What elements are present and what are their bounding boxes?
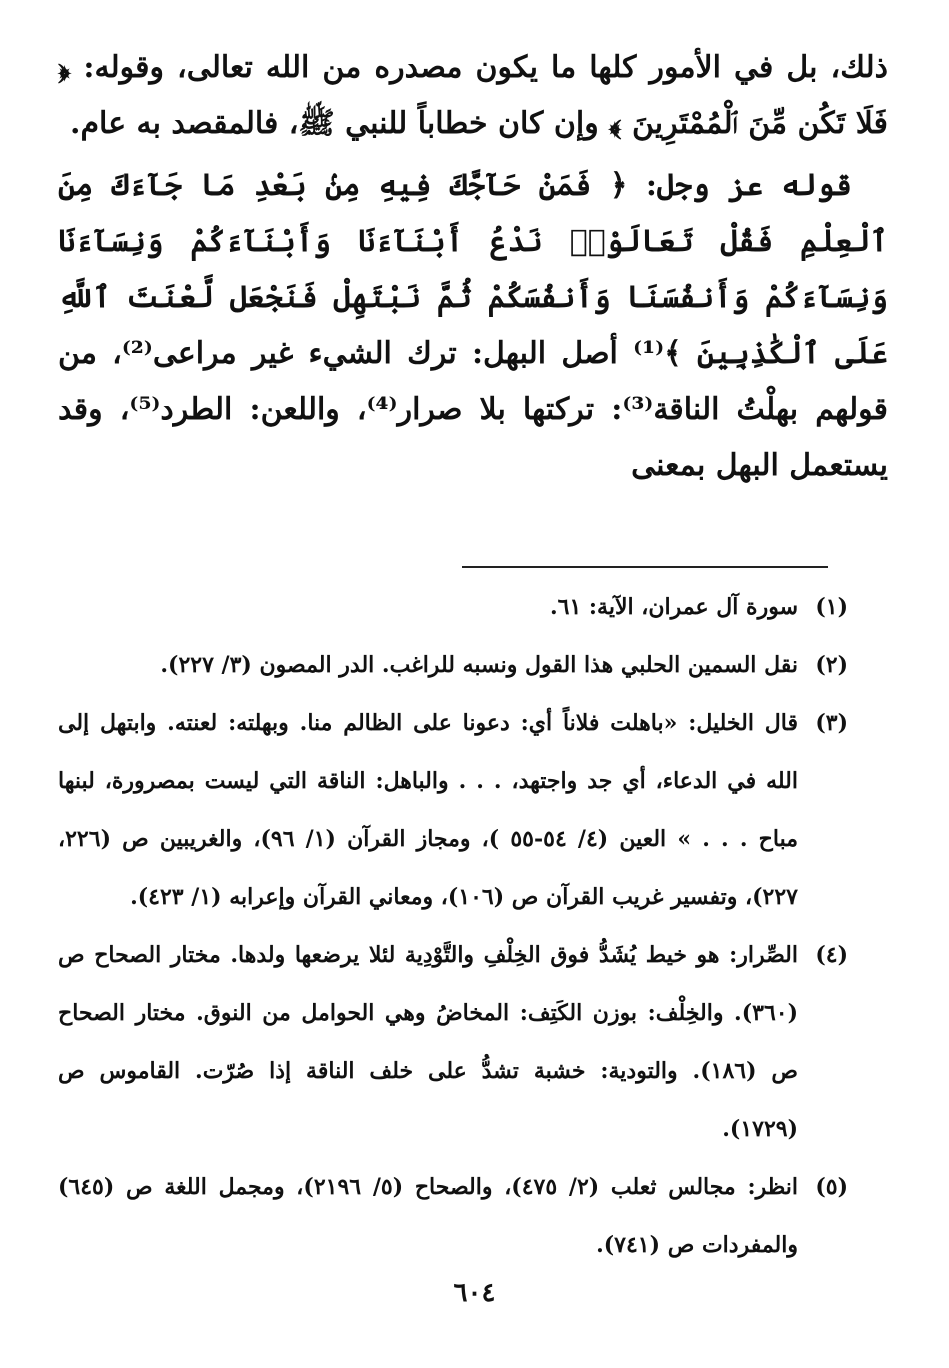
footnote-text: قال الخليل: «باهلت فلاناً أي: دعونا على الظالم منا. وبهلته: لعنته. وابتهل إلى الله في الدعاء، أي جد واجتهد، . . . والباهل: الناقة التي ليست بمصرورة، لبنها مباح . . . » العين (٤/ ٥٤-٥٥ )، ومجاز القرآن (١/ ٩٦)، والغريبين ص (٢٢٦، ٢٢٧)، وتفسير غريب القرآن ص (١٠٦)، ومعاني القرآن وإعرابه (١/ ٤٢٣). [58, 710, 798, 910]
footnote-number: (٣) [815, 710, 848, 736]
footnotes [58, 578, 848, 1274]
footnote-number: (١) [815, 594, 848, 620]
footnote-text: سورة آل عمران، الآية: ٦١. [549, 594, 798, 620]
footnote-number: (٤) [815, 942, 848, 968]
footnote-text: الصِّرار: هو خيط يُشَدُّ فوق الخِلْفِ والتَّوْدِية لئلا يرضعها ولدها. مختار الصحاح ص (٣٦٠). والخِلْف: بوزن الكَتِف: المخاضُ وهي الحوامل من النوق. مختار الصحاح ص (١٨٦). والتودية: خشبة تشدُّ على خلف الناقة إذا صُرّت. القاموس ص (١٧٢٩). [58, 942, 798, 1142]
main-text [58, 40, 888, 500]
footnote-number: (٢) [815, 652, 848, 678]
footnote-3 [58, 694, 848, 926]
footnote-text: نقل السمين الحلبي هذا القول ونسبه للراغب. الدر المصون (٣/ ٢٢٧). [160, 652, 798, 678]
footnote-number: (٥) [815, 1174, 848, 1200]
footnote-5 [58, 1158, 848, 1274]
footnote-text: انظر: مجالس ثعلب (٢/ ٤٧٥)، والصحاح (٥/ ٢١٩٦)، ومجمل اللغة ص (٦٤٥) والمفردات ص (٧٤١). [58, 1174, 798, 1258]
footnote-4 [58, 926, 848, 1158]
footnote-1 [58, 578, 848, 636]
footnote-separator [462, 566, 828, 568]
main-paragraph-1: ذلك، بل في الأمور كلها ما يكون مصدره من الله تعالى، وقوله: ﴿ فَلَا تَكُن مِّنَ ٱلْمُمْتَرِينَ ﴾ وإن كان خطاباً للنبي ﷺ، فالمقصد به عام. [58, 50, 888, 141]
page-number: ٦٠٤ [453, 1278, 496, 1308]
main-paragraph-2: قوله عز وجل: ﴿ فَمَنْ حَآجَّكَ فِيهِ مِنۢ بَعْدِ مَا جَآءَكَ مِنَ ٱلْعِلْمِ فَقُلْ تَعَالَوْا۟ نَدْعُ أَبْنَآءَنَا وَأَبْنَآءَكُمْ وَنِسَآءَنَا وَنِسَآءَكُمْ وَأَنفُسَنَا وَأَنفُسَكُمْ ثُمَّ نَبْتَهِلْ فَنَجْعَل لَّعْنَتَ ٱللَّهِ عَلَى ٱلْكَٰذِبِينَ ﴾⁽¹⁾ أصل البهل: ترك الشيء غير مراعى⁽²⁾، من قولهم بهلْتُ الناقة⁽³⁾: تركتها بلا صرار⁽⁴⁾، واللعن: الطرد⁽⁵⁾، وقد يستعمل البهل بمعنى [58, 168, 889, 483]
footnote-2 [58, 636, 848, 694]
